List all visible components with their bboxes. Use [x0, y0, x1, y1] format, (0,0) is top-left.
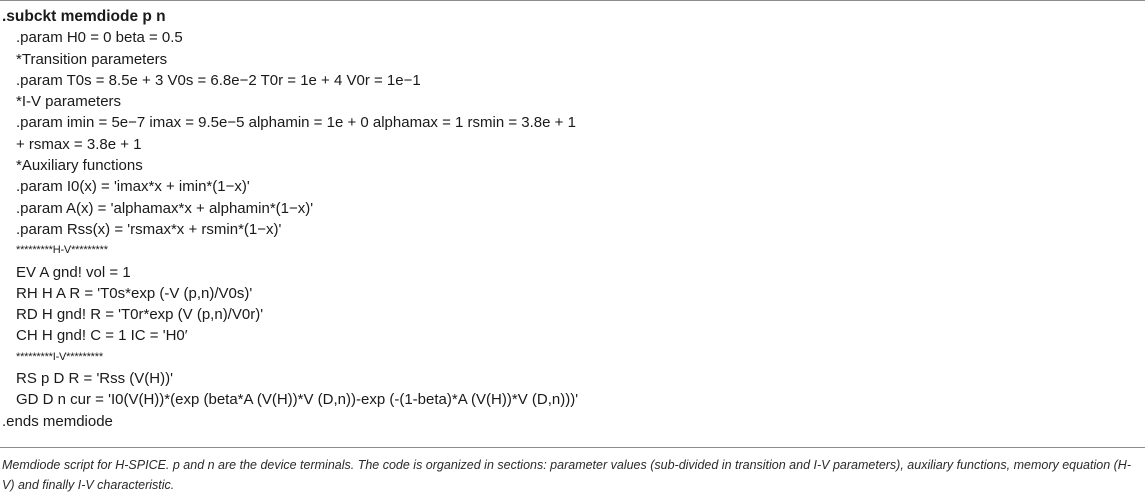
code-line: .param T0s = 8.5e + 3 V0s = 6.8e−2 T0r = 1e + 4 V0r = 1e−1	[16, 71, 421, 89]
code-line: .param imin = 5e−7 imax = 9.5e−5 alphamin = 1e + 0 alphamax = 1 rsmin = 3.8e + 1	[16, 114, 576, 132]
continuation-line: + rsmax = 3.8e + 1	[16, 135, 142, 153]
code-line: .param H0 = 0 beta = 0.5	[16, 29, 183, 47]
comment-line: *Transition parameters	[16, 50, 168, 68]
code-line: GD D n cur = 'I0(V(H))*(exp (beta*A (V(H))*V (D,n))-exp (-(1-beta)*A (V(H))*V (D,n)))'	[16, 391, 579, 409]
section-divider-hv: *********H-V*********	[16, 244, 108, 257]
code-line: RD H gnd! R = 'T0r*exp (V (p,n)/V0r)'	[16, 306, 264, 324]
table-caption: Memdiode script for H-SPICE. p and n are the device terminals. The code is organized in sections: parameter values (sub-divided in transition and I-V parameters), auxiliary functions, memory equation (H-V) and finally I-V characteristic.	[2, 458, 1131, 492]
code-line: .param I0(x) = 'imax*x + imin*(1−x)'	[16, 178, 250, 196]
section-divider-iv: *********I-V*********	[16, 350, 103, 363]
bottom-rule	[0, 447, 1145, 448]
code-line: .param Rss(x) = 'rsmax*x + rsmin*(1−x)'	[16, 220, 282, 238]
code-line: RH H A R = 'T0s*exp (-V (p,n)/V0s)'	[16, 284, 253, 302]
ends-line: .ends memdiode	[2, 412, 113, 430]
subckt-header-line: .subckt memdiode p n	[2, 8, 166, 25]
code-line: RS p D R = 'Rss (V(H))'	[16, 370, 173, 388]
code-block	[0, 6, 1140, 432]
top-rule	[0, 0, 1145, 1]
code-line: .param A(x) = 'alphamax*x + alphamin*(1−x)'	[16, 199, 314, 217]
comment-line: *I-V parameters	[16, 93, 122, 111]
comment-line: *Auxiliary functions	[16, 157, 143, 175]
code-line: CH H gnd! C = 1 IC = 'H0′	[16, 327, 188, 345]
code-line: EV A gnd! vol = 1	[16, 263, 131, 281]
